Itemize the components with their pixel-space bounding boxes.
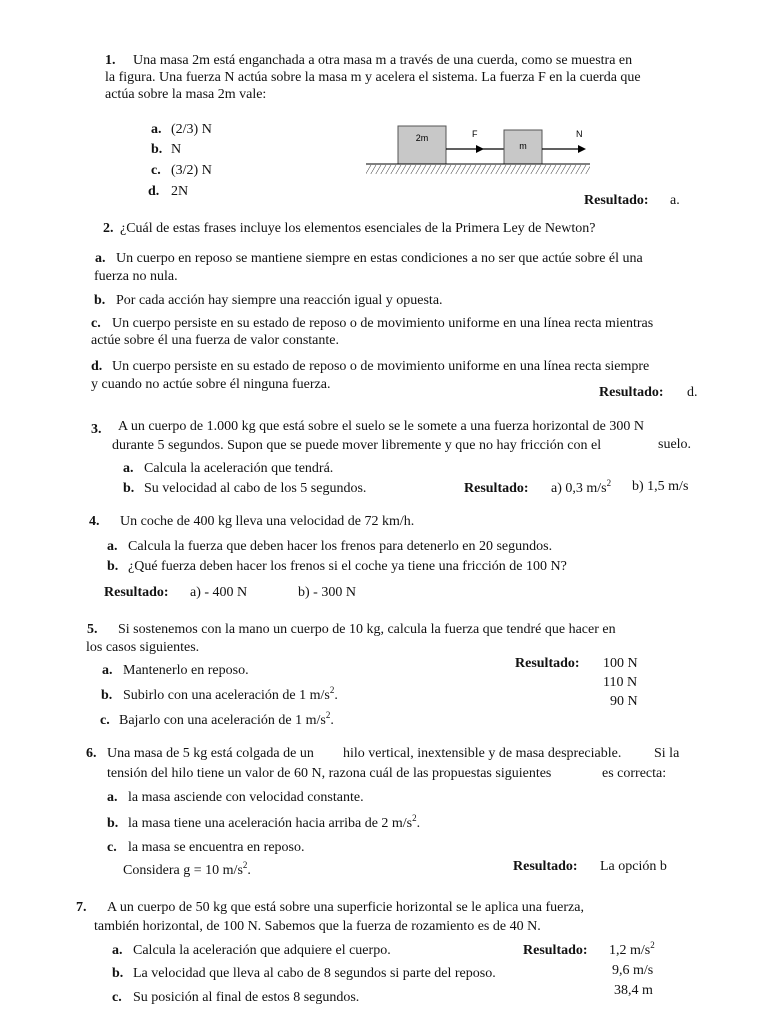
q2-b-letter: b. <box>94 293 106 308</box>
q2-result-label: Resultado: <box>599 385 664 400</box>
q1-line-1: Una masa 2m está enganchada a otra masa m a través de una cuerda, como se muestra en <box>133 53 633 68</box>
q6-b: la masa tiene una aceleración hacia arriba de 2 $m/s^2$. <box>128 813 421 831</box>
q2-a-line-1: Un cuerpo en reposo se mantiene siempre en estas condiciones a no ser que actúe sobre él una <box>116 251 643 266</box>
q2-d-line-2: y cuando no actúe sobre él ninguna fuerza. <box>91 377 331 392</box>
q4-result-a: a) - 400 N <box>190 585 248 600</box>
q7-line-1: A un cuerpo de 50 kg que está sobre una superficie horizontal se le aplica una fuerza, <box>107 900 584 915</box>
q2-number: 2. <box>103 221 114 236</box>
q4-result-label: Resultado: <box>104 585 169 600</box>
q6-number: 6. <box>86 746 97 761</box>
q1-option-d: 2N <box>171 184 189 199</box>
q1-line-2: la figura. Una fuerza N actúa sobre la masa m y acelera el sistema. La fuerza F en la cuerda que <box>105 70 641 85</box>
q6-result: La opción b <box>600 859 667 874</box>
q5-result-c: 90 N <box>610 694 638 709</box>
q3-number: 3. <box>91 422 102 437</box>
q1-line-3: actúa sobre la masa 2m vale: <box>105 87 267 102</box>
q2-b-line-1: Por cada acción hay siempre una reacción igual y opuesta. <box>116 293 443 308</box>
q7-result-b: 9,6 m/s <box>612 963 654 978</box>
q4-number: 4. <box>89 514 100 529</box>
q7-line-2: también horizontal, de 100 N. Sabemos que la fuerza de rozamiento es de 40 N. <box>94 919 541 934</box>
label-2m: 2m <box>415 133 429 143</box>
q5-result-a: 100 N <box>603 656 638 671</box>
q5-line-1: Si sostenemos con la mano un cuerpo de 10 kg, calcula la fuerza que tendré que hacer en <box>118 622 616 637</box>
q3-line-2: durante 5 segundos. Supon que se puede mover libremente y que no hay fricción con el <box>112 438 602 453</box>
q2-d-line-1: Un cuerpo persiste en su estado de reposo o de movimiento uniforme en una línea recta siempre <box>112 359 650 374</box>
q4-text: Un coche de 400 kg lleva una velocidad de 72 km/h. <box>120 514 415 529</box>
q7-a-letter: a. <box>112 943 123 958</box>
q3-a-letter: a. <box>123 461 134 476</box>
q1-diagram <box>364 116 592 178</box>
q1-option-b-letter: b. <box>151 142 163 157</box>
q1-option-b: N <box>171 142 182 157</box>
floor-hatch <box>366 165 590 174</box>
q7-result-c: 38,4 m <box>614 983 653 998</box>
q1-option-c-letter: c. <box>151 163 161 178</box>
q1-result-label: Resultado: <box>584 193 649 208</box>
q2-c-line-2: actúe sobre él una fuerza de valor constante. <box>91 333 339 348</box>
q1-option-a-letter: a. <box>151 122 162 137</box>
q5-b-letter: b. <box>101 688 113 703</box>
q3-result-label: Resultado: <box>464 481 529 496</box>
arrow-f <box>476 145 484 153</box>
q6-c: la masa se encuentra en reposo. <box>128 840 305 855</box>
q2-d-letter: d. <box>91 359 103 374</box>
q4-result-b: b) - 300 N <box>298 585 356 600</box>
q5-c: Bajarlo con una aceleración de 1 $m/s^2$. <box>119 710 334 728</box>
q2-a-letter: a. <box>95 251 106 266</box>
q3-b-letter: b. <box>123 481 135 496</box>
arrow-n <box>578 145 586 153</box>
q5-number: 5. <box>87 622 98 637</box>
q6-a-letter: a. <box>107 790 118 805</box>
q6-result-label: Resultado: <box>513 859 578 874</box>
q7-result-a: 1,2 $m/s^2$ <box>609 940 655 958</box>
q6-c-letter: c. <box>107 840 117 855</box>
q5-a: Mantenerlo en reposo. <box>123 663 249 678</box>
q3-a: Calcula la aceleración que tendrá. <box>144 461 334 476</box>
q7-b-letter: b. <box>112 966 124 981</box>
q3-result-b: b) 1,5 m/s <box>632 479 689 494</box>
q4-a-letter: a. <box>107 539 118 554</box>
label-f: F <box>472 129 478 139</box>
q3-line-2-end: suelo. <box>658 437 692 452</box>
q7-number: 7. <box>76 900 87 915</box>
q1-result: a. <box>670 193 680 208</box>
q2-a-line-2: fuerza no nula. <box>94 269 178 284</box>
q1-option-a: (2/3) N <box>171 122 212 137</box>
q3-b: Su velocidad al cabo de los 5 segundos. <box>144 481 367 496</box>
q7-c: Su posición al final de estos 8 segundos. <box>133 990 360 1005</box>
label-n: N <box>576 129 583 139</box>
q6-b-letter: b. <box>107 816 119 831</box>
q1-number: 1. <box>105 53 116 68</box>
q1-option-d-letter: d. <box>148 184 160 199</box>
q7-b: La velocidad que lleva al cabo de 8 segundos si parte del reposo. <box>133 966 496 981</box>
label-m: m <box>519 141 527 151</box>
q4-b: ¿Qué fuerza deben hacer los frenos si el coche ya tiene una fricción de 100 N? <box>128 559 567 574</box>
q1-option-c: (3/2) N <box>171 163 212 178</box>
q6-line-1: Una masa de 5 kg está colgada de un <box>107 746 314 761</box>
q5-line-2: los casos siguientes. <box>86 640 200 655</box>
q5-a-letter: a. <box>102 663 113 678</box>
q6-line-2b: es correcta: <box>602 766 667 781</box>
block-2m <box>398 126 446 164</box>
q6-a: la masa asciende con velocidad constante. <box>128 790 364 805</box>
q2-result: d. <box>687 385 698 400</box>
q5-b: Subirlo con una aceleración de 1 $m/s^2$. <box>123 685 338 703</box>
q7-a: Calcula la aceleración que adquiere el cuerpo. <box>133 943 391 958</box>
q2-question: ¿Cuál de estas frases incluye los elementos esenciales de la Primera Ley de Newton? <box>120 221 596 236</box>
q6-line-1b: hilo vertical, inextensible y de masa despreciable. <box>343 746 622 761</box>
q6-line-1c: Si la <box>654 746 680 761</box>
q4-b-letter: b. <box>107 559 119 574</box>
q5-result-label: Resultado: <box>515 656 580 671</box>
q6-note: Considera g = 10 $m/s^2$. <box>123 860 251 878</box>
q5-result-b: 110 N <box>603 675 638 690</box>
q2-c-letter: c. <box>91 316 101 331</box>
q6-line-2: tensión del hilo tiene un valor de 60 N, razona cuál de las propuestas siguientes <box>107 766 552 781</box>
q7-result-label: Resultado: <box>523 943 588 958</box>
q3-line-1: A un cuerpo de 1.000 kg que está sobre el suelo se le somete a una fuerza horizontal de 300 N <box>118 419 644 434</box>
q4-a: Calcula la fuerza que deben hacer los frenos para detenerlo en 20 segundos. <box>128 539 553 554</box>
q7-c-letter: c. <box>112 990 122 1005</box>
q2-c-line-1: Un cuerpo persiste en su estado de reposo o de movimiento uniforme en una línea recta mientras <box>112 316 654 331</box>
q3-result-a: a) 0,3 $m/s^2$ <box>551 478 612 496</box>
q5-c-letter: c. <box>100 713 110 728</box>
